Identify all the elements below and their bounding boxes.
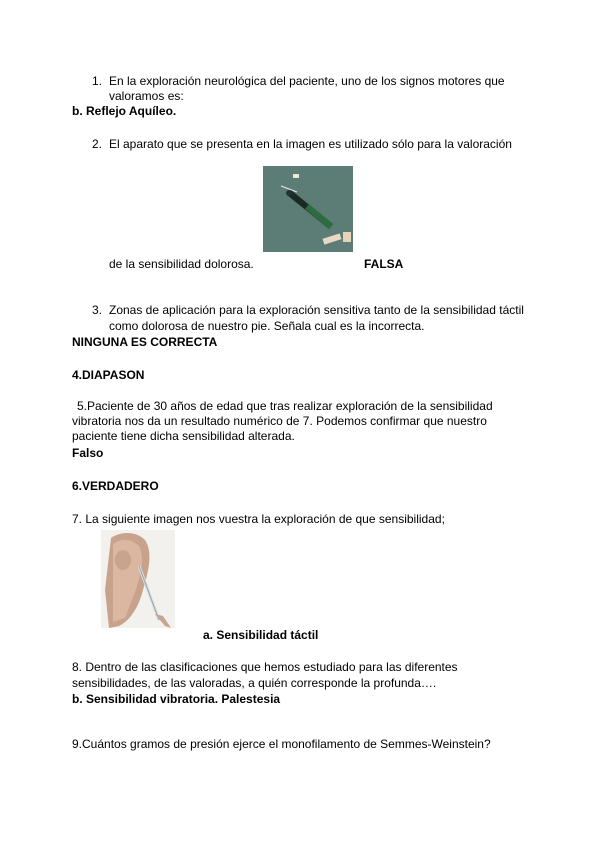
- q5-line2: vibratoria nos da un resultado numérico de 7. Podemos confirmar que nuestro: [72, 414, 487, 428]
- q8-line2: sensibilidades, de las valoradas, a quién corresponde la profunda….: [72, 676, 437, 690]
- answer-6: 6.VERDADERO: [72, 479, 159, 493]
- answer-5: Falso: [72, 446, 104, 460]
- q1-line2: valoramos es:: [109, 89, 184, 103]
- q1-line1: En la exploración neurológica del paciente, uno de los signos motores que: [109, 74, 505, 88]
- foot-exam-photo: [101, 530, 175, 628]
- q3-number: 3.: [92, 303, 103, 317]
- answer-1: b. Reflejo Aquíleo.: [72, 104, 177, 118]
- q8-line1: 8. Dentro de las clasificaciones que hemos estudiado para las diferentes: [72, 660, 458, 674]
- q3-line1: Zonas de aplicación para la exploración sensitiva tanto de la sensibilidad táctil: [109, 303, 524, 317]
- q1-number: 1.: [92, 74, 103, 88]
- q5-line1: 5.Paciente de 30 años de edad que tras realizar exploración de la sensibilidad: [77, 399, 493, 413]
- q9: 9.Cuántos gramos de presión ejerce el monofilamento de Semmes-Weinstein?: [72, 737, 491, 751]
- q7: 7. La siguiente imagen nos vuestra la exploración de que sensibilidad;: [72, 512, 445, 526]
- answer-2: FALSA: [364, 257, 404, 271]
- answer-3: NINGUNA ES CORRECTA: [72, 335, 218, 349]
- aesthesiometer-photo: [263, 166, 353, 252]
- answer-8: b. Sensibilidad vibratoria. Palestesia: [72, 692, 281, 706]
- q3-line2: como dolorosa de nuestro pie. Señala cual es la incorrecta.: [109, 319, 425, 333]
- q5-line3: paciente tiene dicha sensibilidad alterada.: [72, 429, 295, 443]
- q2-line2: de la sensibilidad dolorosa.: [109, 257, 254, 271]
- answer-4: 4.DIAPASON: [72, 368, 145, 382]
- answer-7: a. Sensibilidad táctil: [203, 628, 319, 642]
- q2-line1: El aparato que se presenta en la imagen es utilizado sólo para la valoración: [109, 137, 512, 151]
- q2-number: 2.: [92, 137, 103, 151]
